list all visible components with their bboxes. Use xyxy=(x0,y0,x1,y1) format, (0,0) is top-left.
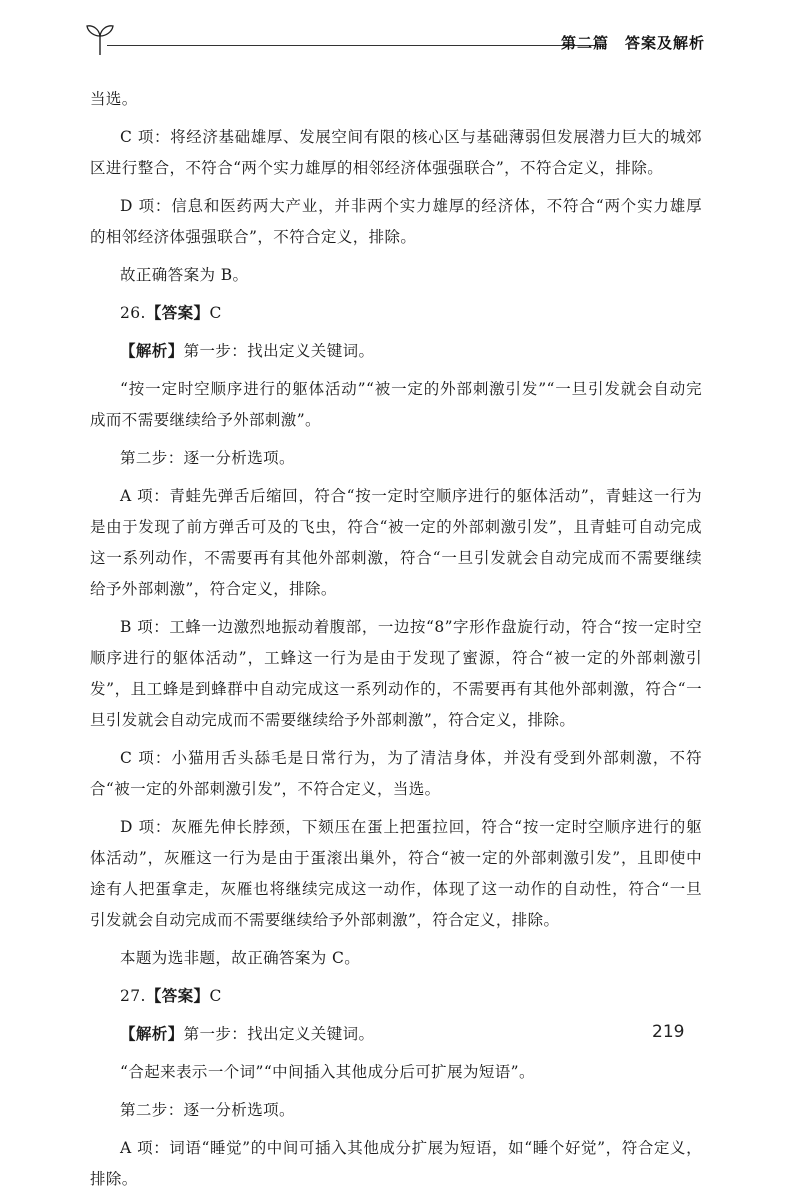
paragraph: “按一定时空顺序进行的躯体活动”“被一定的外部刺激引发”“一旦引发就会自动完成而不需要继续给予外部刺激”。 xyxy=(90,380,702,429)
page-body xyxy=(90,84,702,1202)
paragraph: C 项：将经济基础雄厚、发展空间有限的核心区与基础薄弱但发展潜力巨大的城郊区进行整合，不符合“两个实力雄厚的相邻经济体强强联合”，不符合定义，排除。 xyxy=(90,128,702,177)
paragraph: 故正确答案为 B。 xyxy=(120,266,249,284)
question-number: 27. xyxy=(120,987,146,1005)
answer-label: 【答案】 xyxy=(145,304,210,322)
paragraph: C 项：小猫用舌头舔毛是日常行为，为了清洁身体，并没有受到外部刺激，不符合“被一定的外部刺激引发”，不符合定义，当选。 xyxy=(90,749,702,798)
paragraph: 第二步：逐一分析选项。 xyxy=(120,449,295,467)
running-header xyxy=(85,22,705,62)
answer-value: C xyxy=(209,304,222,322)
answer-label: 【答案】 xyxy=(145,987,210,1005)
analysis-line: 【解析】第一步：找出定义关键词。 xyxy=(120,342,375,360)
page-number: 219 xyxy=(652,1022,685,1042)
header-rule xyxy=(107,45,595,46)
analysis-line: 【解析】第一步：找出定义关键词。 xyxy=(120,1025,375,1043)
answer-value: C xyxy=(209,987,222,1005)
analysis-label: 【解析】 xyxy=(120,1025,184,1043)
paragraph: 本题为选非题，故正确答案为 C。 xyxy=(120,949,361,967)
answer-line-27 xyxy=(90,981,702,1012)
header-title: 第二篇 答案及解析 xyxy=(560,34,705,52)
paragraph: D 项：信息和医药两大产业，并非两个实力雄厚的经济体，不符合“两个实力雄厚的相邻经济体强强联合”，不符合定义，排除。 xyxy=(90,197,702,246)
paragraph: 当选。 xyxy=(90,90,138,108)
question-number: 26. xyxy=(120,304,146,322)
paragraph: A 项：词语“睡觉”的中间可插入其他成分扩展为短语，如“睡个好觉”，符合定义，排除。 xyxy=(90,1139,702,1188)
answer-line-26 xyxy=(90,298,702,329)
paragraph: 第二步：逐一分析选项。 xyxy=(120,1101,295,1119)
paragraph: “合起来表示一个词”“中间插入其他成分后可扩展为短语”。 xyxy=(120,1063,535,1081)
paragraph: A 项：青蛙先弹舌后缩回，符合“按一定时空顺序进行的躯体活动”，青蛙这一行为是由于发现了前方弹舌可及的飞虫，符合“被一定的外部刺激引发”，且青蛙可自动完成这一系列动作，不需要再有其他外部刺激，符合“一旦引发就会自动完成而不需要继续给予外部刺激”，符合定义，排除。 xyxy=(90,487,702,598)
leaf-sprout-icon xyxy=(85,22,115,56)
paragraph: B 项：工蜂一边激烈地振动着腹部，一边按“8”字形作盘旋行动，符合“按一定时空顺序进行的躯体活动”，工蜂这一行为是由于发现了蜜源，符合“被一定的外部刺激引发”，且工蜂是到蜂群中自动完成这一系列动作的，不需要再有其他外部刺激，符合“一旦引发就会自动完成而不需要继续给予外部刺激”，符合定义，排除。 xyxy=(90,618,702,729)
analysis-label: 【解析】 xyxy=(120,342,184,360)
paragraph: D 项：灰雁先伸长脖颈，下颏压在蛋上把蛋拉回，符合“按一定时空顺序进行的躯体活动”，灰雁这一行为是由于蛋滚出巢外，符合“被一定的外部刺激引发”，且即使中途有人把蛋拿走，灰雁也将继续完成这一动作，体现了这一动作的自动性，符合“一旦引发就会自动完成而不需要继续给予外部刺激”，符合定义，排除。 xyxy=(90,818,702,929)
